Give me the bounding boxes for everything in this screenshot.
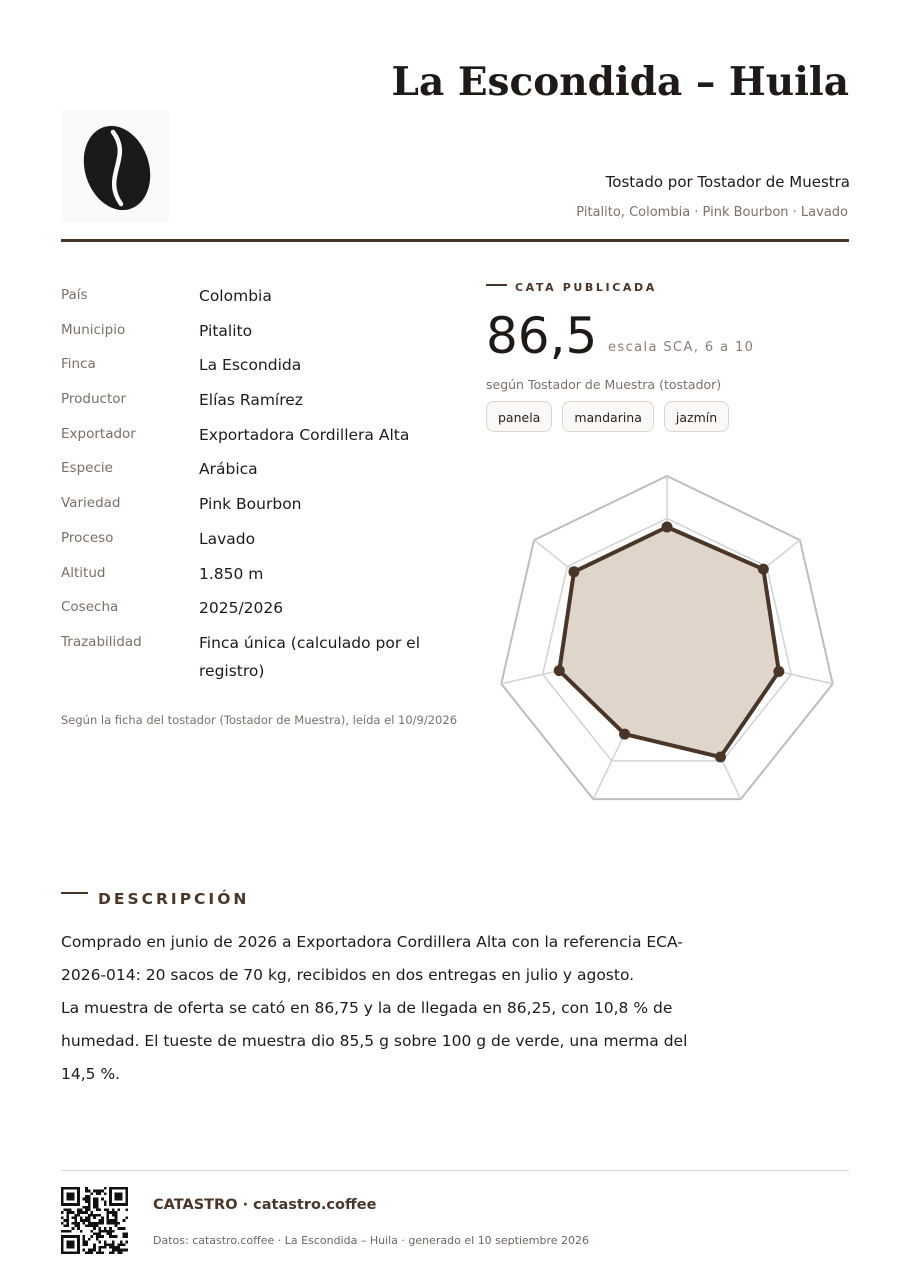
- fact-row-altitud: [61, 558, 451, 593]
- fact-row-pais: [61, 280, 451, 315]
- fact-label: Variedad: [61, 495, 121, 512]
- fact-label: Proceso: [61, 529, 114, 546]
- fact-value: Lavado: [199, 529, 256, 548]
- fact-value: Exportadora Cordillera Alta: [199, 425, 410, 444]
- source-note: Según la ficha del tostador (Tostador de Muestra), leída el 10/9/2026: [61, 713, 458, 727]
- radar-point: [554, 665, 565, 676]
- footer-note: Datos: catastro.coffee · La Escondida – Huila · generado el 10 septiembre 2026: [153, 1234, 590, 1247]
- qr-code-icon[interactable]: [61, 1187, 128, 1254]
- fact-label: Cosecha: [61, 599, 119, 616]
- cupping-kicker: CATA PUBLICADA: [515, 281, 657, 294]
- fact-value: Arábica: [199, 460, 258, 479]
- fact-row-especie: [61, 453, 451, 488]
- roaster-line: Tostado por Tostador de Muestra: [605, 173, 850, 191]
- radar-point: [773, 666, 784, 677]
- radar-series-area: [559, 527, 779, 757]
- coffee-bean-icon: [61, 110, 169, 222]
- radar-point: [758, 564, 769, 575]
- description-heading: DESCRIPCIÓN: [98, 890, 250, 908]
- kicker-accent-bar: [486, 284, 507, 286]
- score-scale: escala SCA, 6 a 10: [608, 340, 755, 355]
- fact-label: Trazabilidad: [61, 633, 142, 650]
- fact-label: Finca: [61, 356, 96, 373]
- fact-row-municipio: [61, 315, 451, 350]
- radar-point: [619, 729, 630, 740]
- fact-value: Pitalito: [199, 321, 253, 340]
- flavor-tag: panela: [486, 401, 552, 432]
- fact-label: Municipio: [61, 321, 126, 338]
- description-paragraph: Comprado en junio de 2026 a Exportadora Cordillera Alta con la referencia ECA-2026-014: 20 sacos de 70 kg, recibidos en dos entregas en julio y agosto.: [61, 933, 683, 984]
- radar-point: [568, 566, 579, 577]
- origin-meta-line: Pitalito, Colombia · Pink Bourbon · Lavado: [576, 205, 848, 220]
- header-divider: [61, 239, 849, 242]
- fact-value: Finca única (calculado por el registro): [199, 633, 421, 680]
- description-paragraph: La muestra de oferta se cató en 86,75 y la de llegada en 86,25, con 10,8 % de humedad. El tueste de muestra dio 85,5 g sobre 100 g de verde, una merma del 14,5 %.: [61, 999, 688, 1083]
- fact-value: La Escondida: [199, 356, 302, 375]
- fact-label: Altitud: [61, 564, 106, 581]
- cupping-score: 86,5: [486, 307, 598, 365]
- description-accent-bar: [61, 892, 88, 894]
- fact-label: País: [61, 287, 88, 303]
- fact-value: Pink Bourbon: [199, 495, 302, 514]
- radar-point: [662, 522, 673, 533]
- fact-label: Exportador: [61, 425, 136, 442]
- score-attribution: según Tostador de Muestra (tostador): [486, 377, 722, 392]
- fact-value: 2025/2026: [199, 599, 284, 618]
- fact-label: Especie: [61, 460, 113, 477]
- flavor-tags: [486, 401, 729, 432]
- radar-point: [715, 752, 726, 763]
- description-body: [61, 926, 721, 1091]
- flavor-tag: mandarina: [562, 401, 654, 432]
- fact-value: 1.850 m: [199, 564, 264, 583]
- fact-value: Elías Ramírez: [199, 391, 303, 410]
- fact-value: Colombia: [199, 287, 272, 305]
- footer-brand: CATASTRO · catastro.coffee: [153, 1197, 377, 1213]
- facts-table: [61, 280, 451, 687]
- fact-label: Productor: [61, 391, 127, 408]
- cupping-radar-chart: [490, 468, 846, 813]
- fact-row-finca: [61, 349, 451, 384]
- fact-row-trazabilidad: [61, 627, 451, 687]
- fact-row-variedad: [61, 488, 451, 523]
- flavor-tag: jazmín: [664, 401, 729, 432]
- footer-divider: [61, 1170, 849, 1171]
- fact-row-proceso: [61, 523, 451, 558]
- fact-row-productor: [61, 384, 451, 419]
- page-title: La Escondida – Huila: [391, 59, 849, 105]
- fact-row-cosecha: [61, 592, 451, 627]
- fact-row-exportador: [61, 419, 451, 454]
